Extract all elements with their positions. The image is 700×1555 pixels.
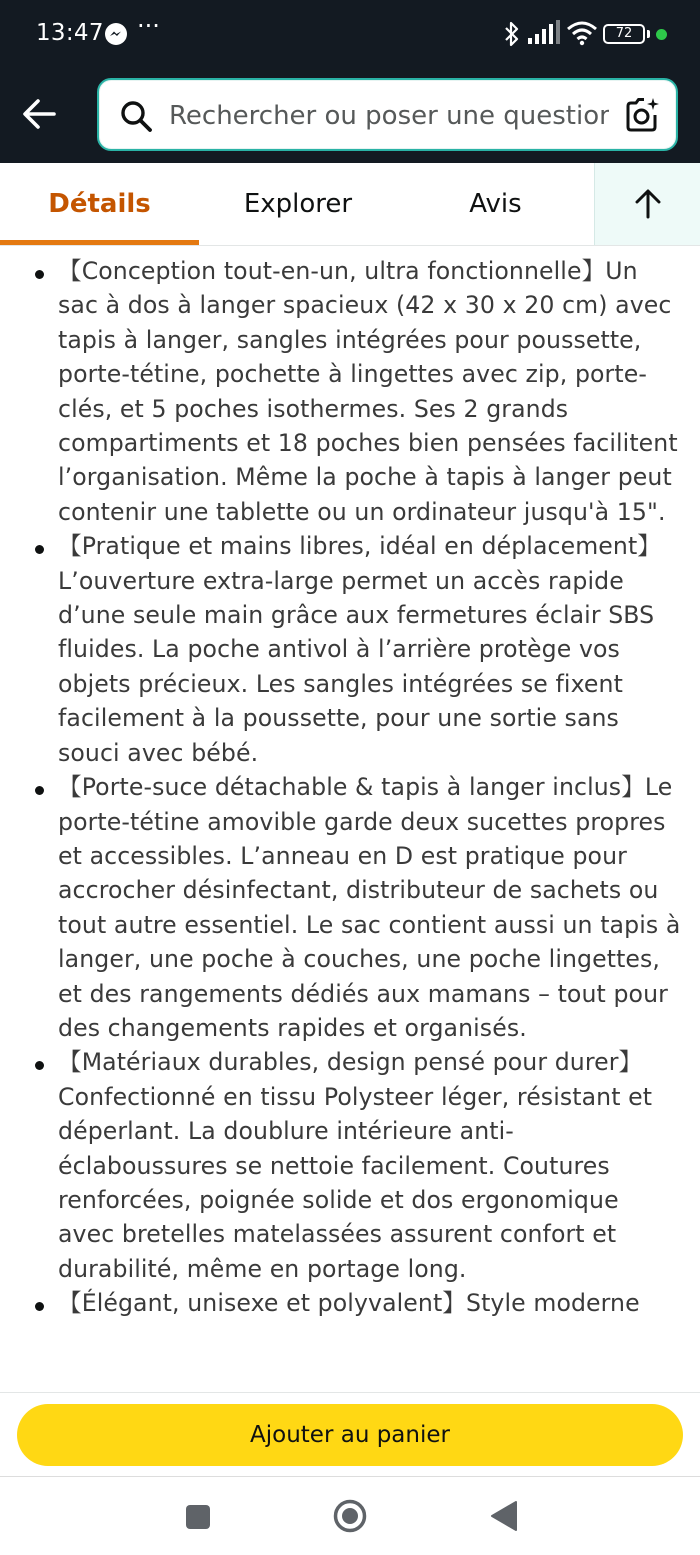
tab-details[interactable] xyxy=(0,163,199,245)
tab-details-label: Détails xyxy=(48,189,151,219)
scroll-to-top-button[interactable] xyxy=(594,163,700,245)
privacy-indicator-dot xyxy=(656,29,667,40)
add-to-cart-bar xyxy=(0,1392,700,1477)
messenger-icon xyxy=(104,22,128,46)
signal-icon xyxy=(526,20,560,46)
tab-reviews-label: Avis xyxy=(469,189,522,219)
status-time: 13:47 xyxy=(36,20,104,46)
feature-bullet: 【Pratique et mains libres, idéal en déplacement】L’ouverture extra-large permet un accès rapide d’une seule main grâce aux fermetures éclair SBS fluides. La poche antivol à l’arrière protège vos objets précieux. Les sangles intégrées se fixent facilement à la poussette, pour une sortie sans souci avec bébé. xyxy=(0,529,700,770)
status-more-dots: ··· xyxy=(137,12,160,40)
home-circle-icon[interactable] xyxy=(333,1499,367,1533)
bullet-list xyxy=(0,246,700,1321)
feature-bullet: 【Élégant, unisexe et polyvalent】Style moderne xyxy=(0,1286,700,1320)
tab-explore-label: Explorer xyxy=(243,189,353,219)
battery-level: 72 xyxy=(615,26,633,41)
top-bar xyxy=(0,68,700,163)
bluetooth-icon xyxy=(503,20,521,48)
search-icon xyxy=(119,99,153,133)
search-input[interactable] xyxy=(169,94,609,138)
feature-bullet: 【Conception tout-en-un, ultra fonctionnelle】Un sac à dos à langer spacieux (42 x 30 x 20 cm) avec tapis à langer, sangles intégrées pour poussette, porte-tétine, pochette à lingettes avec zip, porte-clés, et 5 poches isothermes. Ses 2 grands compartiments et 18 poches bien pensées facilitent l’organisation. Même la poche à tapis à langer peut contenir une tablette ou un ordinateur jusqu'à 15". xyxy=(0,254,700,529)
tab-explore[interactable] xyxy=(199,163,397,245)
system-navigation-bar xyxy=(0,1476,700,1555)
battery-tip xyxy=(647,30,650,38)
search-bar[interactable] xyxy=(97,78,678,151)
feature-bullet: 【Porte-suce détachable & tapis à langer inclus】Le porte-tétine amovible garde deux sucettes propres et accessibles. L’anneau en D est pratique pour accrocher désinfectant, distributeur de sachets ou tout autre essentiel. Le sac contient aussi un tapis à langer, une poche à couches, une poche lingettes, et des rangements dédiés aux mamans – tout pour des changements rapides et organisés. xyxy=(0,770,700,1045)
product-feature-list xyxy=(0,246,700,1392)
section-tabs xyxy=(0,163,700,246)
battery-icon xyxy=(603,24,645,44)
back-triangle-icon[interactable] xyxy=(490,1500,518,1532)
camera-lens-icon[interactable] xyxy=(624,96,662,134)
active-tab-underline xyxy=(0,240,199,245)
feature-bullet: 【Matériaux durables, design pensé pour durer】Confectionné en tissu Polysteer léger, résistant et déperlant. La doublure intérieure anti-éclaboussures se nettoie facilement. Coutures renforcées, poignée solide et dos ergonomique avec bretelles matelassées assurent confort et durabilité, même en portage long. xyxy=(0,1045,700,1286)
add-to-cart-button[interactable]: Ajouter au panier xyxy=(17,1404,683,1466)
back-arrow-icon[interactable] xyxy=(16,90,64,138)
arrow-up-icon xyxy=(632,188,664,220)
status-bar xyxy=(0,0,700,68)
recent-apps-icon[interactable] xyxy=(186,1505,210,1529)
wifi-icon xyxy=(566,20,598,46)
tab-reviews[interactable] xyxy=(397,163,594,245)
